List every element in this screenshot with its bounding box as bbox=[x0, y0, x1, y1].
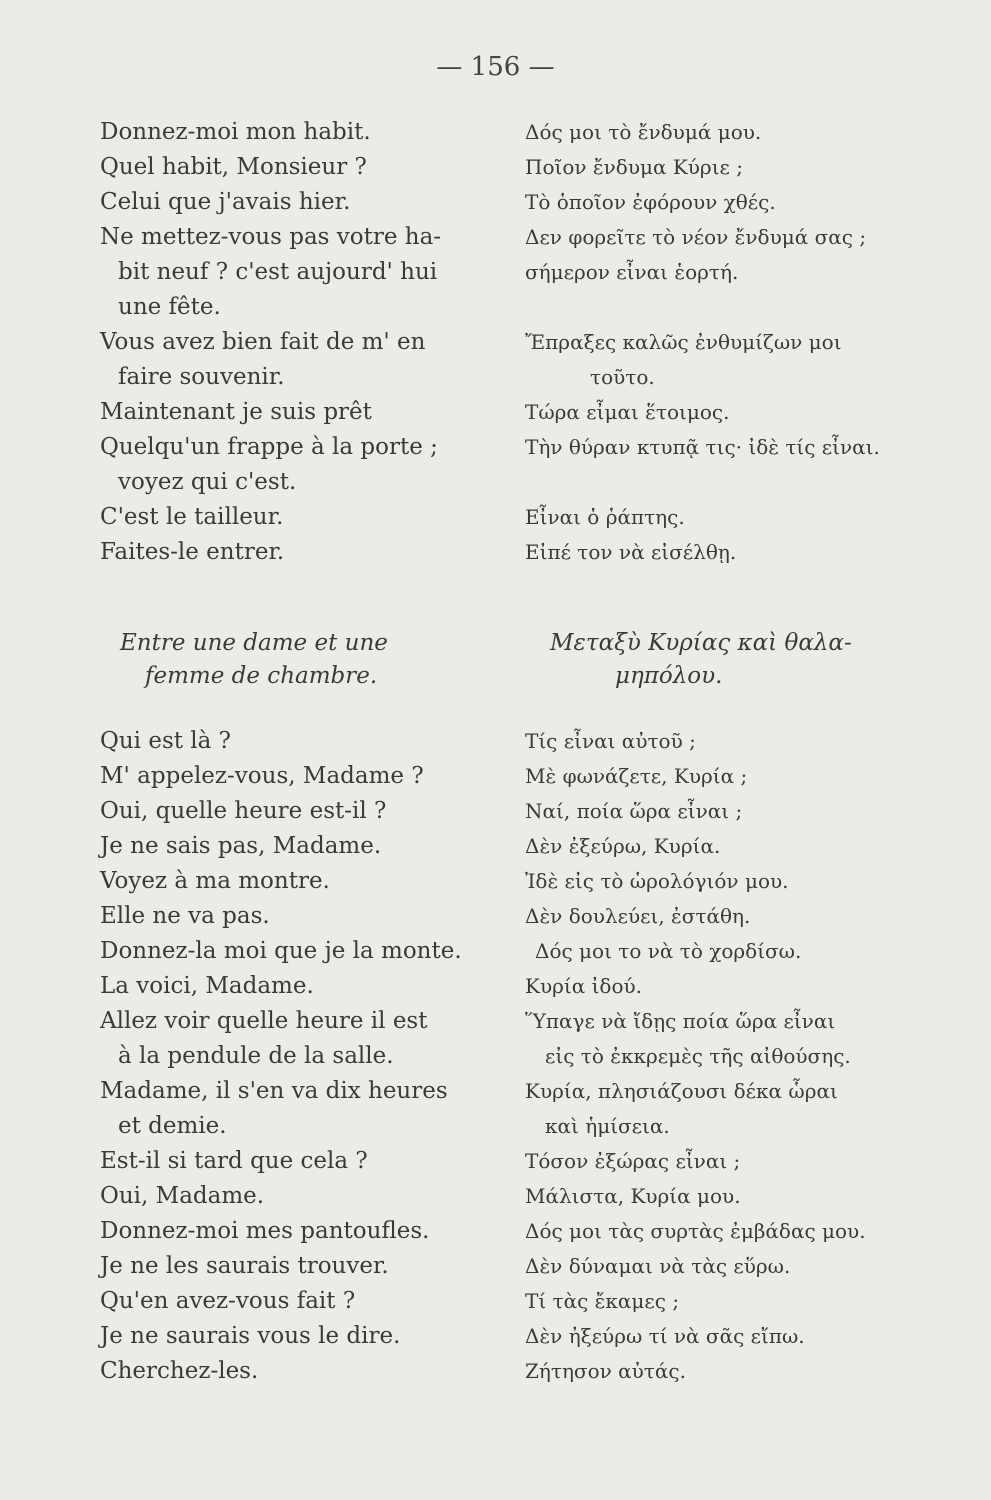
greek-line: Δὲν ἠξεύρω τί νὰ σᾶς εἴπω. bbox=[525, 1324, 805, 1348]
greek-line: Μάλιστα, Κυρία μου. bbox=[525, 1184, 741, 1208]
greek-line: Εἶναι ὁ ῥάπτης. bbox=[525, 505, 685, 529]
dialogue-section-1 bbox=[100, 115, 940, 570]
french-line: Elle ne va pas. bbox=[100, 903, 270, 929]
dialogue-row bbox=[100, 500, 940, 535]
french-line: Maintenant je suis prêt bbox=[100, 399, 372, 425]
greek-line: Εἰπέ τον νὰ εἰσέλθῃ. bbox=[525, 540, 737, 564]
dialogue-row bbox=[100, 829, 940, 864]
french-line: Donnez-moi mes pantoufles. bbox=[100, 1218, 430, 1244]
dialogue-row bbox=[100, 150, 940, 185]
french-line: une fête. bbox=[118, 294, 221, 320]
french-line: à la pendule de la salle. bbox=[118, 1043, 394, 1069]
french-line: Madame, il s'en va dix heures bbox=[100, 1078, 448, 1104]
greek-line: Ἔπραξες καλῶς ἐνθυμίζων μοι bbox=[525, 330, 842, 354]
greek-line: Ὕπαγε νὰ ἴδῃς ποία ὥρα εἶναι bbox=[525, 1009, 836, 1033]
greek-line: Τί τὰς ἔκαμες ; bbox=[525, 1289, 680, 1313]
greek-line: Δός μοι τὰς συρτὰς ἐμβάδας μου. bbox=[525, 1219, 866, 1243]
greek-line: Ποῖον ἔνδυμα Κύριε ; bbox=[525, 155, 743, 179]
french-line: bit neuf ? c'est aujourd' hui bbox=[118, 259, 438, 285]
dialogue-row bbox=[100, 1284, 940, 1319]
french-line: Oui, Madame. bbox=[100, 1183, 265, 1209]
greek-line: Ἰδὲ εἰς τὸ ὡρολόγιόν μου. bbox=[525, 869, 789, 893]
french-line: Je ne les saurais trouver. bbox=[100, 1253, 389, 1279]
french-line: Cherchez-les. bbox=[100, 1358, 259, 1384]
dialogue-row bbox=[100, 360, 940, 395]
greek-line: Τίς εἶναι αὐτοῦ ; bbox=[525, 729, 696, 753]
dialogue-row bbox=[100, 185, 940, 220]
page-number: — 156 — bbox=[436, 52, 555, 82]
french-line: Faites-le entrer. bbox=[100, 539, 285, 565]
dialogue-row bbox=[100, 759, 940, 794]
dialogue-row bbox=[100, 794, 940, 829]
dialogue-row bbox=[100, 969, 940, 1004]
greek-line: Τὸ ὁποῖον ἐφόρουν χθές. bbox=[525, 190, 776, 214]
french-line: M' appelez-vous, Madame ? bbox=[100, 763, 424, 789]
greek-line: Ζήτησον αὐτάς. bbox=[525, 1359, 686, 1383]
greek-line: Κυρία ἰδού. bbox=[525, 974, 643, 998]
french-line: Allez voir quelle heure il est bbox=[100, 1008, 428, 1034]
dialogue-row bbox=[100, 1074, 940, 1109]
greek-line: Δός μοι το νὰ τὸ χορδίσω. bbox=[535, 939, 802, 963]
french-line: Ne mettez-vous pas votre ha- bbox=[100, 224, 442, 250]
dialogue-row bbox=[100, 1319, 940, 1354]
dialogue-row bbox=[100, 465, 940, 500]
greek-line: Ναί, ποία ὥρα εἶναι ; bbox=[525, 799, 743, 823]
dialogue-row bbox=[100, 1004, 940, 1039]
greek-line: Τὴν θύραν κτυπᾷ τις· ἰδὲ τίς εἶναι. bbox=[525, 435, 880, 459]
french-line: Je ne saurais vous le dire. bbox=[100, 1323, 401, 1349]
greek-line: Μὲ φωνάζετε, Κυρία ; bbox=[525, 764, 748, 788]
french-line: Qu'en avez-vous fait ? bbox=[100, 1288, 356, 1314]
greek-heading-line-2: μηπόλου. bbox=[615, 663, 723, 689]
dialogue-row bbox=[100, 724, 940, 759]
french-line: Quelqu'un frappe à la porte ; bbox=[100, 434, 438, 460]
greek-line: εἰς τὸ ἐκκρεμὲς τῆς αἰθούσης. bbox=[545, 1044, 851, 1068]
greek-line: σήμερον εἶναι ἑορτή. bbox=[525, 260, 739, 284]
french-line: et demie. bbox=[118, 1113, 227, 1139]
greek-line: Τώρα εἶμαι ἕτοιμος. bbox=[525, 400, 730, 424]
french-line: Voyez à ma montre. bbox=[100, 868, 330, 894]
french-line: Oui, quelle heure est-il ? bbox=[100, 798, 387, 824]
dialogue-row bbox=[100, 1144, 940, 1179]
dialogue-row bbox=[100, 1249, 940, 1284]
dialogue-row bbox=[100, 1109, 940, 1144]
french-line: Vous avez bien fait de m' en bbox=[100, 329, 426, 355]
greek-line: Κυρία, πλησιάζουσι δέκα ὧραι bbox=[525, 1079, 838, 1103]
french-heading-line-1: Entre une dame et une bbox=[120, 630, 388, 656]
dialogue-row bbox=[100, 115, 940, 150]
dialogue-row bbox=[100, 430, 940, 465]
greek-line: καὶ ἡμίσεια. bbox=[545, 1114, 670, 1138]
dialogue-row bbox=[100, 1039, 940, 1074]
dialogue-section-2 bbox=[100, 724, 940, 1389]
dialogue-row bbox=[100, 1214, 940, 1249]
french-line: Est-il si tard que cela ? bbox=[100, 1148, 368, 1174]
dialogue-row bbox=[100, 220, 940, 255]
french-line: Donnez-moi mon habit. bbox=[100, 119, 371, 145]
french-line: faire souvenir. bbox=[118, 364, 285, 390]
greek-line: Δεν φορεῖτε τὸ νέον ἔνδυμά σας ; bbox=[525, 225, 867, 249]
french-line: C'est le tailleur. bbox=[100, 504, 284, 530]
french-line: La voici, Madame. bbox=[100, 973, 314, 999]
greek-line: Δὲν δύναμαι νὰ τὰς εὕρω. bbox=[525, 1254, 791, 1278]
french-heading-line-2: femme de chambre. bbox=[145, 663, 378, 689]
dialogue-row bbox=[100, 325, 940, 360]
french-line: Quel habit, Monsieur ? bbox=[100, 154, 367, 180]
greek-heading-line-1: Μεταξὺ Κυρίας καὶ θαλα- bbox=[550, 630, 852, 656]
greek-line: Δός μοι τὸ ἔνδυμά μου. bbox=[525, 120, 762, 144]
dialogue-row bbox=[100, 395, 940, 430]
dialogue-row bbox=[100, 255, 940, 290]
greek-line: Τόσον ἐξώρας εἶναι ; bbox=[525, 1149, 741, 1173]
greek-line: Δὲν δουλεύει, ἐστάθη. bbox=[525, 904, 751, 928]
dialogue-row bbox=[100, 899, 940, 934]
dialogue-row bbox=[100, 1354, 940, 1389]
greek-line: Δὲν ἐξεύρω, Κυρία. bbox=[525, 834, 721, 858]
section-heading bbox=[100, 626, 940, 696]
french-line: Je ne sais pas, Madame. bbox=[100, 833, 382, 859]
french-line: Donnez-la moi que je la monte. bbox=[100, 938, 462, 964]
french-line: Celui que j'avais hier. bbox=[100, 189, 351, 215]
dialogue-row bbox=[100, 290, 940, 325]
french-line: voyez qui c'est. bbox=[118, 469, 297, 495]
french-line: Qui est là ? bbox=[100, 728, 232, 754]
dialogue-row bbox=[100, 934, 940, 969]
greek-line: τοῦτο. bbox=[590, 365, 655, 389]
dialogue-row bbox=[100, 864, 940, 899]
dialogue-row bbox=[100, 1179, 940, 1214]
dialogue-row bbox=[100, 535, 940, 570]
